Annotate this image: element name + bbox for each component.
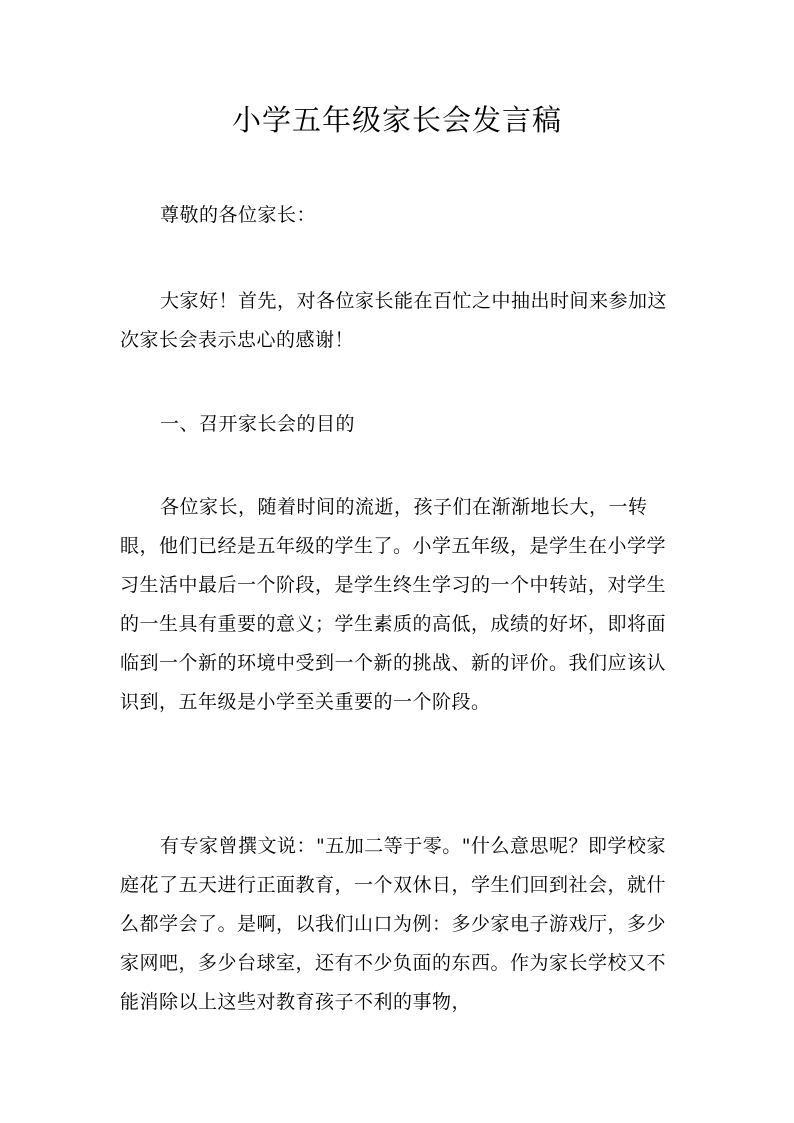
paragraph-purpose: 各位家长，随着时间的流逝，孩子们在渐渐地长大，一转眼，他们已经是五年级的学生了。小学五年级，是学生在小学学习生活中最后一个阶段，是学生终生学习的一个中转站，对学生的一生具有重要的意义；学生素质的高低，成绩的好坏，即将面临到一个新的环境中受到一个新的挑战、新的评价。我们应该认识到，五年级是小学至关重要的一个阶段。 [120, 496, 667, 713]
paragraph-greeting: 大家好！首先，对各位家长能在百忙之中抽出时间来参加这次家长会表示忠心的感谢！ [120, 290, 668, 351]
document-title: 小学五年级家长会发言稿 [231, 103, 562, 137]
paragraph-expert: 有专家曾撰文说："五加二等于零。"什么意思呢？即学校家庭花了五天进行正面教育，一个双休日，学生们回到社会，就什么都学会了。是啊，以我们山口为例：多少家电子游戏厅，多少家网吧，多少台球室，还有不少负面的东西。作为家长学校又不能消除以上这些对教育孩子不利的事物， [120, 835, 667, 1013]
section-heading-1: 一、召开家长会的目的 [160, 413, 356, 435]
salutation: 尊敬的各位家长： [160, 204, 317, 226]
